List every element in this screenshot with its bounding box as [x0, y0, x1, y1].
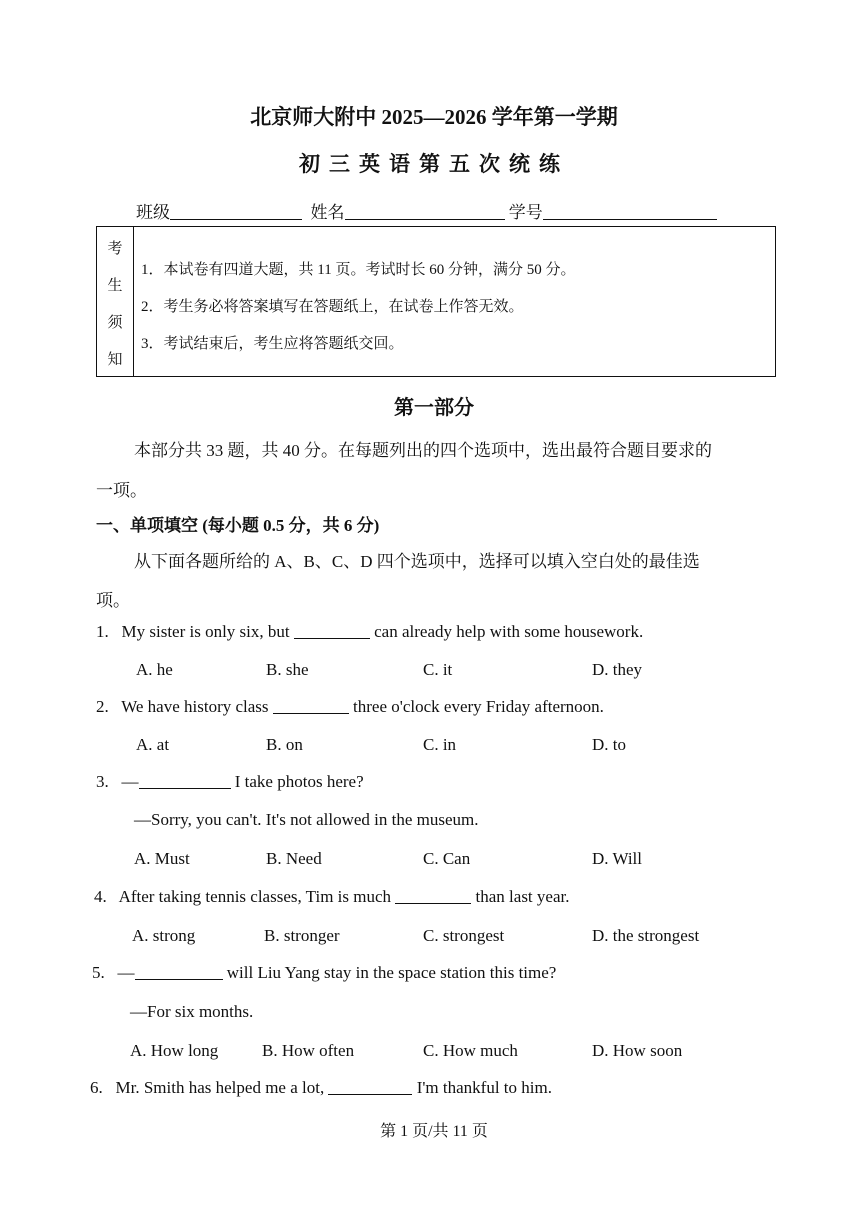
- option-b: B. stronger: [264, 926, 340, 945]
- question-stem-after: I take photos here?: [234, 772, 364, 791]
- exam-title: 北京师大附中 2025—2026 学年第一学期: [250, 105, 618, 129]
- notice-label-char: 生: [107, 278, 123, 294]
- answer-blank: [135, 963, 223, 980]
- part-intro: 本部分共 33 题，共 40 分。在每题列出的四个选项中，选出最符合题目要求的: [134, 441, 712, 460]
- question-3: [96, 772, 364, 792]
- section-instruction: 从下面各题所给的 A、B、C、D 四个选项中，选择可以填入空白处的最佳选: [134, 552, 700, 571]
- option-b: B. Need: [266, 849, 322, 868]
- notice-item: 1．本试卷有四道大题，共 11 页。考试时长 60 分钟，满分 50 分。: [141, 262, 576, 278]
- student-info-line: [136, 198, 717, 223]
- option-d: D. the strongest: [592, 926, 700, 945]
- section-instruction-cont: 项。: [96, 591, 130, 610]
- question-number: 5.: [92, 963, 105, 982]
- option-a: A. How long: [130, 1041, 219, 1060]
- question-stem-after: I'm thankful to him.: [416, 1078, 552, 1097]
- option-b: B. How often: [262, 1041, 355, 1060]
- option-d: D. How soon: [592, 1041, 683, 1060]
- page-footer: 第 1 页/共 11 页: [380, 1123, 488, 1140]
- notice-item: 2．考生务必将答案填写在答题纸上，在试卷上作答无效。: [141, 299, 524, 315]
- answer-blank: [328, 1078, 412, 1095]
- question-stem-after: three o'clock every Friday afternoon.: [353, 697, 604, 716]
- option-c: C. Can: [423, 849, 471, 868]
- option-a: A. he: [136, 660, 173, 679]
- question-stem-before: After taking tennis classes, Tim is much: [118, 887, 392, 906]
- question-stem-after: than last year.: [475, 887, 570, 906]
- id-field: [543, 202, 717, 220]
- question-stem-after: will Liu Yang stay in the space station this time?: [226, 963, 557, 982]
- question-number: 3.: [96, 772, 109, 791]
- question-stem-before: My sister is only six, but: [121, 622, 290, 641]
- option-a: A. strong: [132, 926, 196, 945]
- exam-notice-box: [96, 226, 776, 377]
- question-stem-before: We have history class: [121, 697, 269, 716]
- notice-label-char: 知: [107, 352, 123, 368]
- notice-item: 3．考试结束后，考生应将答题纸交回。: [141, 336, 404, 352]
- question-stem-after: can already help with some housework.: [374, 622, 644, 641]
- class-label: 班级: [136, 203, 170, 222]
- class-field: [170, 202, 302, 220]
- question-4: [94, 887, 569, 907]
- question-5: [92, 963, 556, 983]
- question-number: 4.: [94, 887, 107, 906]
- question-number: 6.: [90, 1078, 103, 1097]
- name-label: 姓名: [310, 203, 345, 222]
- question-3-reply: —Sorry, you can't. It's not allowed in the museum.: [134, 810, 479, 829]
- notice-label-char: 考: [107, 241, 123, 257]
- option-d: D. they: [592, 660, 643, 679]
- option-c: C. it: [423, 660, 453, 679]
- notice-label-char: 须: [107, 315, 123, 331]
- question-number: 2.: [96, 697, 109, 716]
- question-number: 1.: [96, 622, 109, 641]
- answer-blank: [395, 887, 471, 904]
- option-d: D. Will: [592, 849, 643, 868]
- option-a: A. Must: [134, 849, 190, 868]
- question-6: [90, 1078, 552, 1098]
- question-5-reply: —For six months.: [130, 1002, 254, 1021]
- option-c: C. in: [423, 735, 457, 754]
- option-d: D. to: [592, 735, 626, 754]
- question-stem-before: —: [121, 772, 139, 791]
- part-title: 第一部分: [394, 397, 474, 419]
- option-c: C. strongest: [423, 926, 505, 945]
- question-stem-before: Mr. Smith has helped me a lot,: [115, 1078, 325, 1097]
- option-b: B. she: [266, 660, 309, 679]
- notice-label: [97, 227, 134, 376]
- id-label: 学号: [508, 203, 543, 222]
- answer-blank: [294, 622, 370, 639]
- answer-blank: [139, 772, 231, 789]
- part-intro-cont: 一项。: [96, 481, 147, 500]
- exam-subtitle: 初三英语第五次统练: [299, 152, 569, 176]
- question-stem-before: —: [117, 963, 135, 982]
- option-a: A. at: [136, 735, 170, 754]
- name-field: [345, 202, 505, 220]
- question-2: [96, 697, 604, 717]
- option-c: C. How much: [423, 1041, 518, 1060]
- answer-blank: [273, 697, 349, 714]
- option-b: B. on: [266, 735, 303, 754]
- question-1: [96, 622, 643, 642]
- section-heading: 一、单项填空 (每小题 0.5 分，共 6 分): [96, 516, 380, 535]
